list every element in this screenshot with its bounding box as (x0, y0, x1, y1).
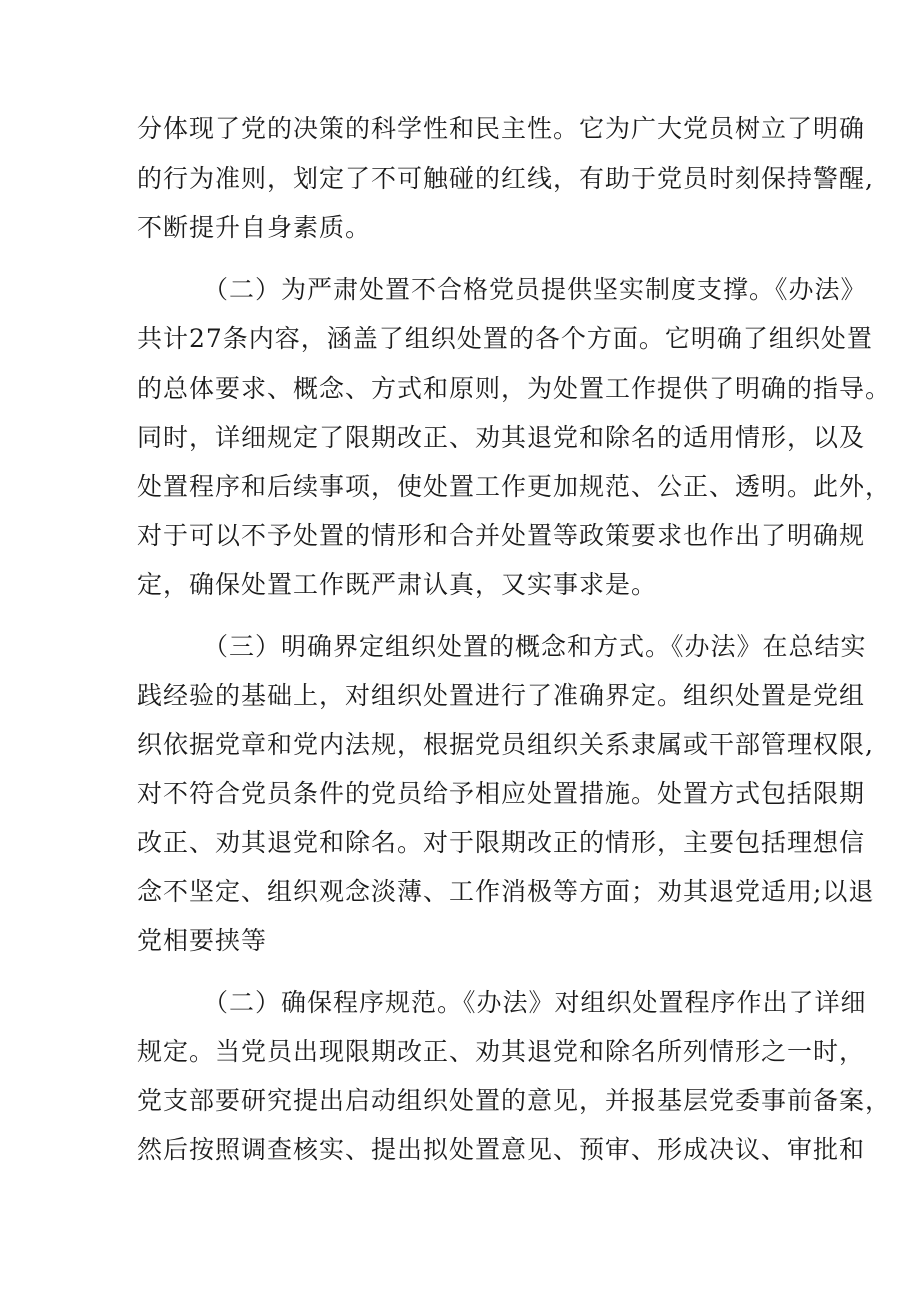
paragraph-0-line-3: 不断提升自身素质。 (137, 213, 372, 242)
paragraph-2-line-7: 党相要挟等 (137, 926, 268, 955)
paragraph-1-line-2: 共计27条内容，涵盖了组织处置的各个方面。它明确了组织处置 (137, 324, 873, 353)
paragraph-0-line-1: 分体现了党的决策的科学性和民主性。它为广大党员树立了明确 (137, 114, 866, 143)
paragraph-1-line-6: 对于可以不予处置的情形和合并处置等政策要求也作出了明确规 (137, 521, 866, 550)
paragraph-3-line-2: 规定。当党员出现限期改正、劝其退党和除名所列情形之一时， (137, 1037, 866, 1066)
paragraph-3-line-1: （二）确保程序规范。《办法》对组织处置程序作出了详细 (203, 988, 867, 1017)
paragraph-2-line-5: 改正、劝其退党和除名。对于限期改正的情形，主要包括理想信 (137, 828, 866, 857)
paragraph-2-line-1: （三）明确界定组织处置的概念和方式。《办法》在总结实 (203, 632, 867, 661)
paragraph-1-line-7: 定，确保处置工作既严肃认真，又实事求是。 (137, 570, 658, 599)
paragraph-1-line-5: 处置程序和后续事项，使处置工作更加规范、公正、透明。此外， (137, 472, 892, 501)
paragraph-1-line-3: 的总体要求、概念、方式和原则，为处置工作提供了明确的指导。 (137, 374, 892, 403)
paragraph-1-line-4: 同时，详细规定了限期改正、劝其退党和除名的适用情形，以及 (137, 423, 866, 452)
paragraph-0-line-2: 的行为准则，划定了不可触碰的红线，有助于党员时刻保持警醒, (137, 164, 874, 193)
paragraph-2-line-3: 织依据党章和党内法规，根据党员组织关系隶属或干部管理权限, (137, 730, 874, 759)
paragraph-2-line-4: 对不符合党员条件的党员给予相应处置措施。处置方式包括限期 (137, 779, 866, 808)
paragraph-2-line-6: 念不坚定、组织观念淡薄、工作消极等方面；劝其退党适用;以退 (137, 877, 875, 906)
paragraph-2-line-2: 践经验的基础上，对组织处置进行了准确界定。组织处置是党组 (137, 681, 866, 710)
paragraph-1-line-1: （二）为严肃处置不合格党员提供坚实制度支撑。《办法》 (203, 275, 867, 304)
paragraph-3-line-4: 然后按照调查核实、提出拟处置意见、预审、形成决议、审批和 (137, 1135, 866, 1164)
paragraph-3-line-3: 党支部要研究提出启动组织处置的意见，并报基层党委事前备案， (137, 1086, 892, 1115)
